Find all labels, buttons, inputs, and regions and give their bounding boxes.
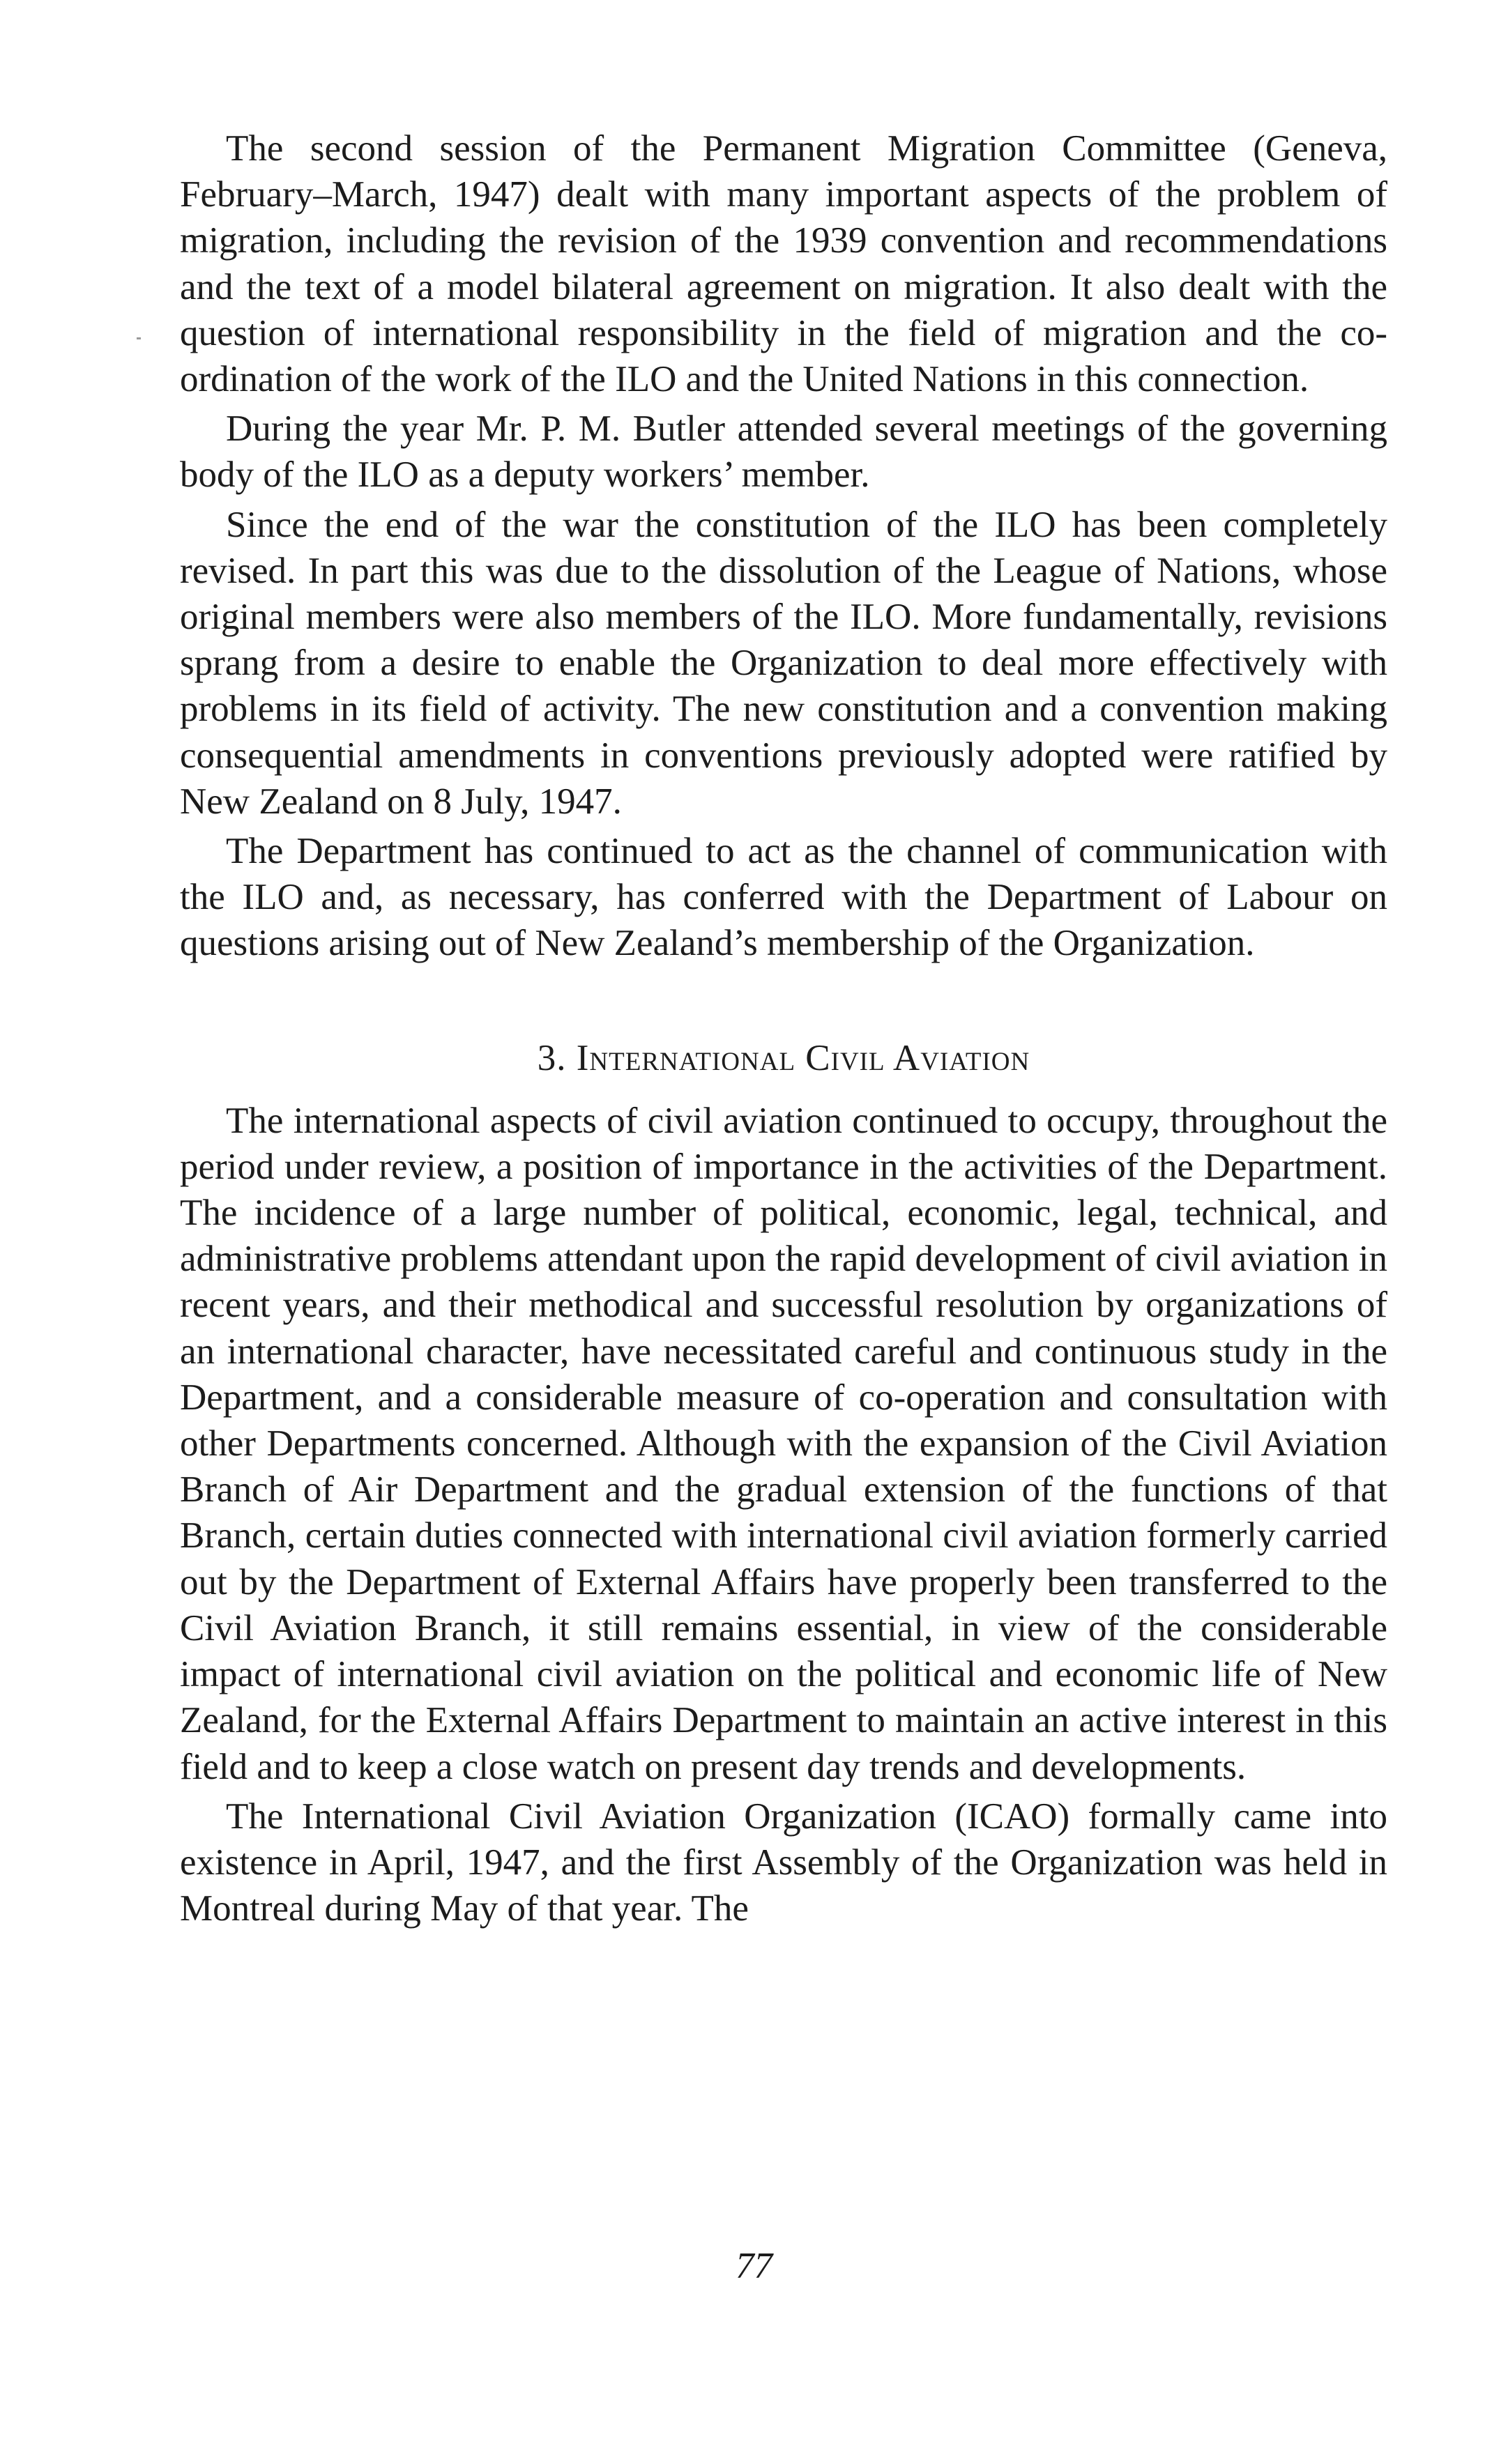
paragraph-migration-committee: The second session of the Permanent Migration Committee (Geneva, February–March, 1947) dealt with many important aspects of the problem of migration, including the revision of the 1939 convention and recommendations and the text of a model bilateral agreement on migration. It also dealt with the question of international responsibility in the field of migration and the co-ordination of the work of the ILO and the United Nations in this connection. (180, 128, 1387, 400)
paragraph-butler-attendance: During the year Mr. P. M. Butler attended several meetings of the governing body of the ILO as a deputy workers’ member. (180, 408, 1387, 496)
paragraph-icao-formation: The International Civil Aviation Organization (ICAO) formally came into existence in April, 1947, and the first Assembly of the Organization was held in Montreal during May of that year. The (180, 1796, 1387, 1929)
paragraph-ilo-constitution: Since the end of the war the constitution of the ILO has been completely revised. In part this was due to the dissolution of the League of Nations, whose original members were also members of the ILO. More fundamentally, revisions sprang from a desire to enable the Organization to deal more effectively with problems in its field of activity. The new constitution and a convention making consequential amendments in conventions previously adopted were ratified by New Zealand on 8 July, 1947. (180, 504, 1387, 822)
page-number: 77 (736, 2246, 772, 2286)
margin-mark (137, 337, 141, 339)
section-heading-civil-aviation: 3. International Civil Aviation (537, 1037, 1030, 1078)
paragraph-department-channel: The Department has continued to act as the channel of communication with the ILO and, as necessary, has conferred with the Department of Labour on questions arising out of New Zealand’s membership of the Organization. (180, 831, 1387, 964)
paragraph-civil-aviation-aspects: The international aspects of civil aviation continued to occupy, throughout the period under review, a position of importance in the activities of the Department. The incidence of a large number of political, economic, legal, technical, and administrative problems attendant upon the rapid development of civil aviation in recent years, and their methodical and successful resolution by organizations of an international character, have necessitated careful and continuous study in the Department, and a considerable measure of co-operation and consultation with other Departments concerned. Although with the expansion of the Civil Aviation Branch of Air Department and the gradual extension of the functions of that Branch, certain duties connected with international civil aviation formerly carried out by the Department of External Affairs have properly been transferred to the Civil Aviation Branch, it still remains essential, in view of the considerable impact of international civil aviation on the political and economic life of New Zealand, for the External Affairs Department to maintain an active interest in this field and to keep a close watch on present day trends and developments. (180, 1100, 1387, 1787)
document-page (180, 125, 1387, 1931)
